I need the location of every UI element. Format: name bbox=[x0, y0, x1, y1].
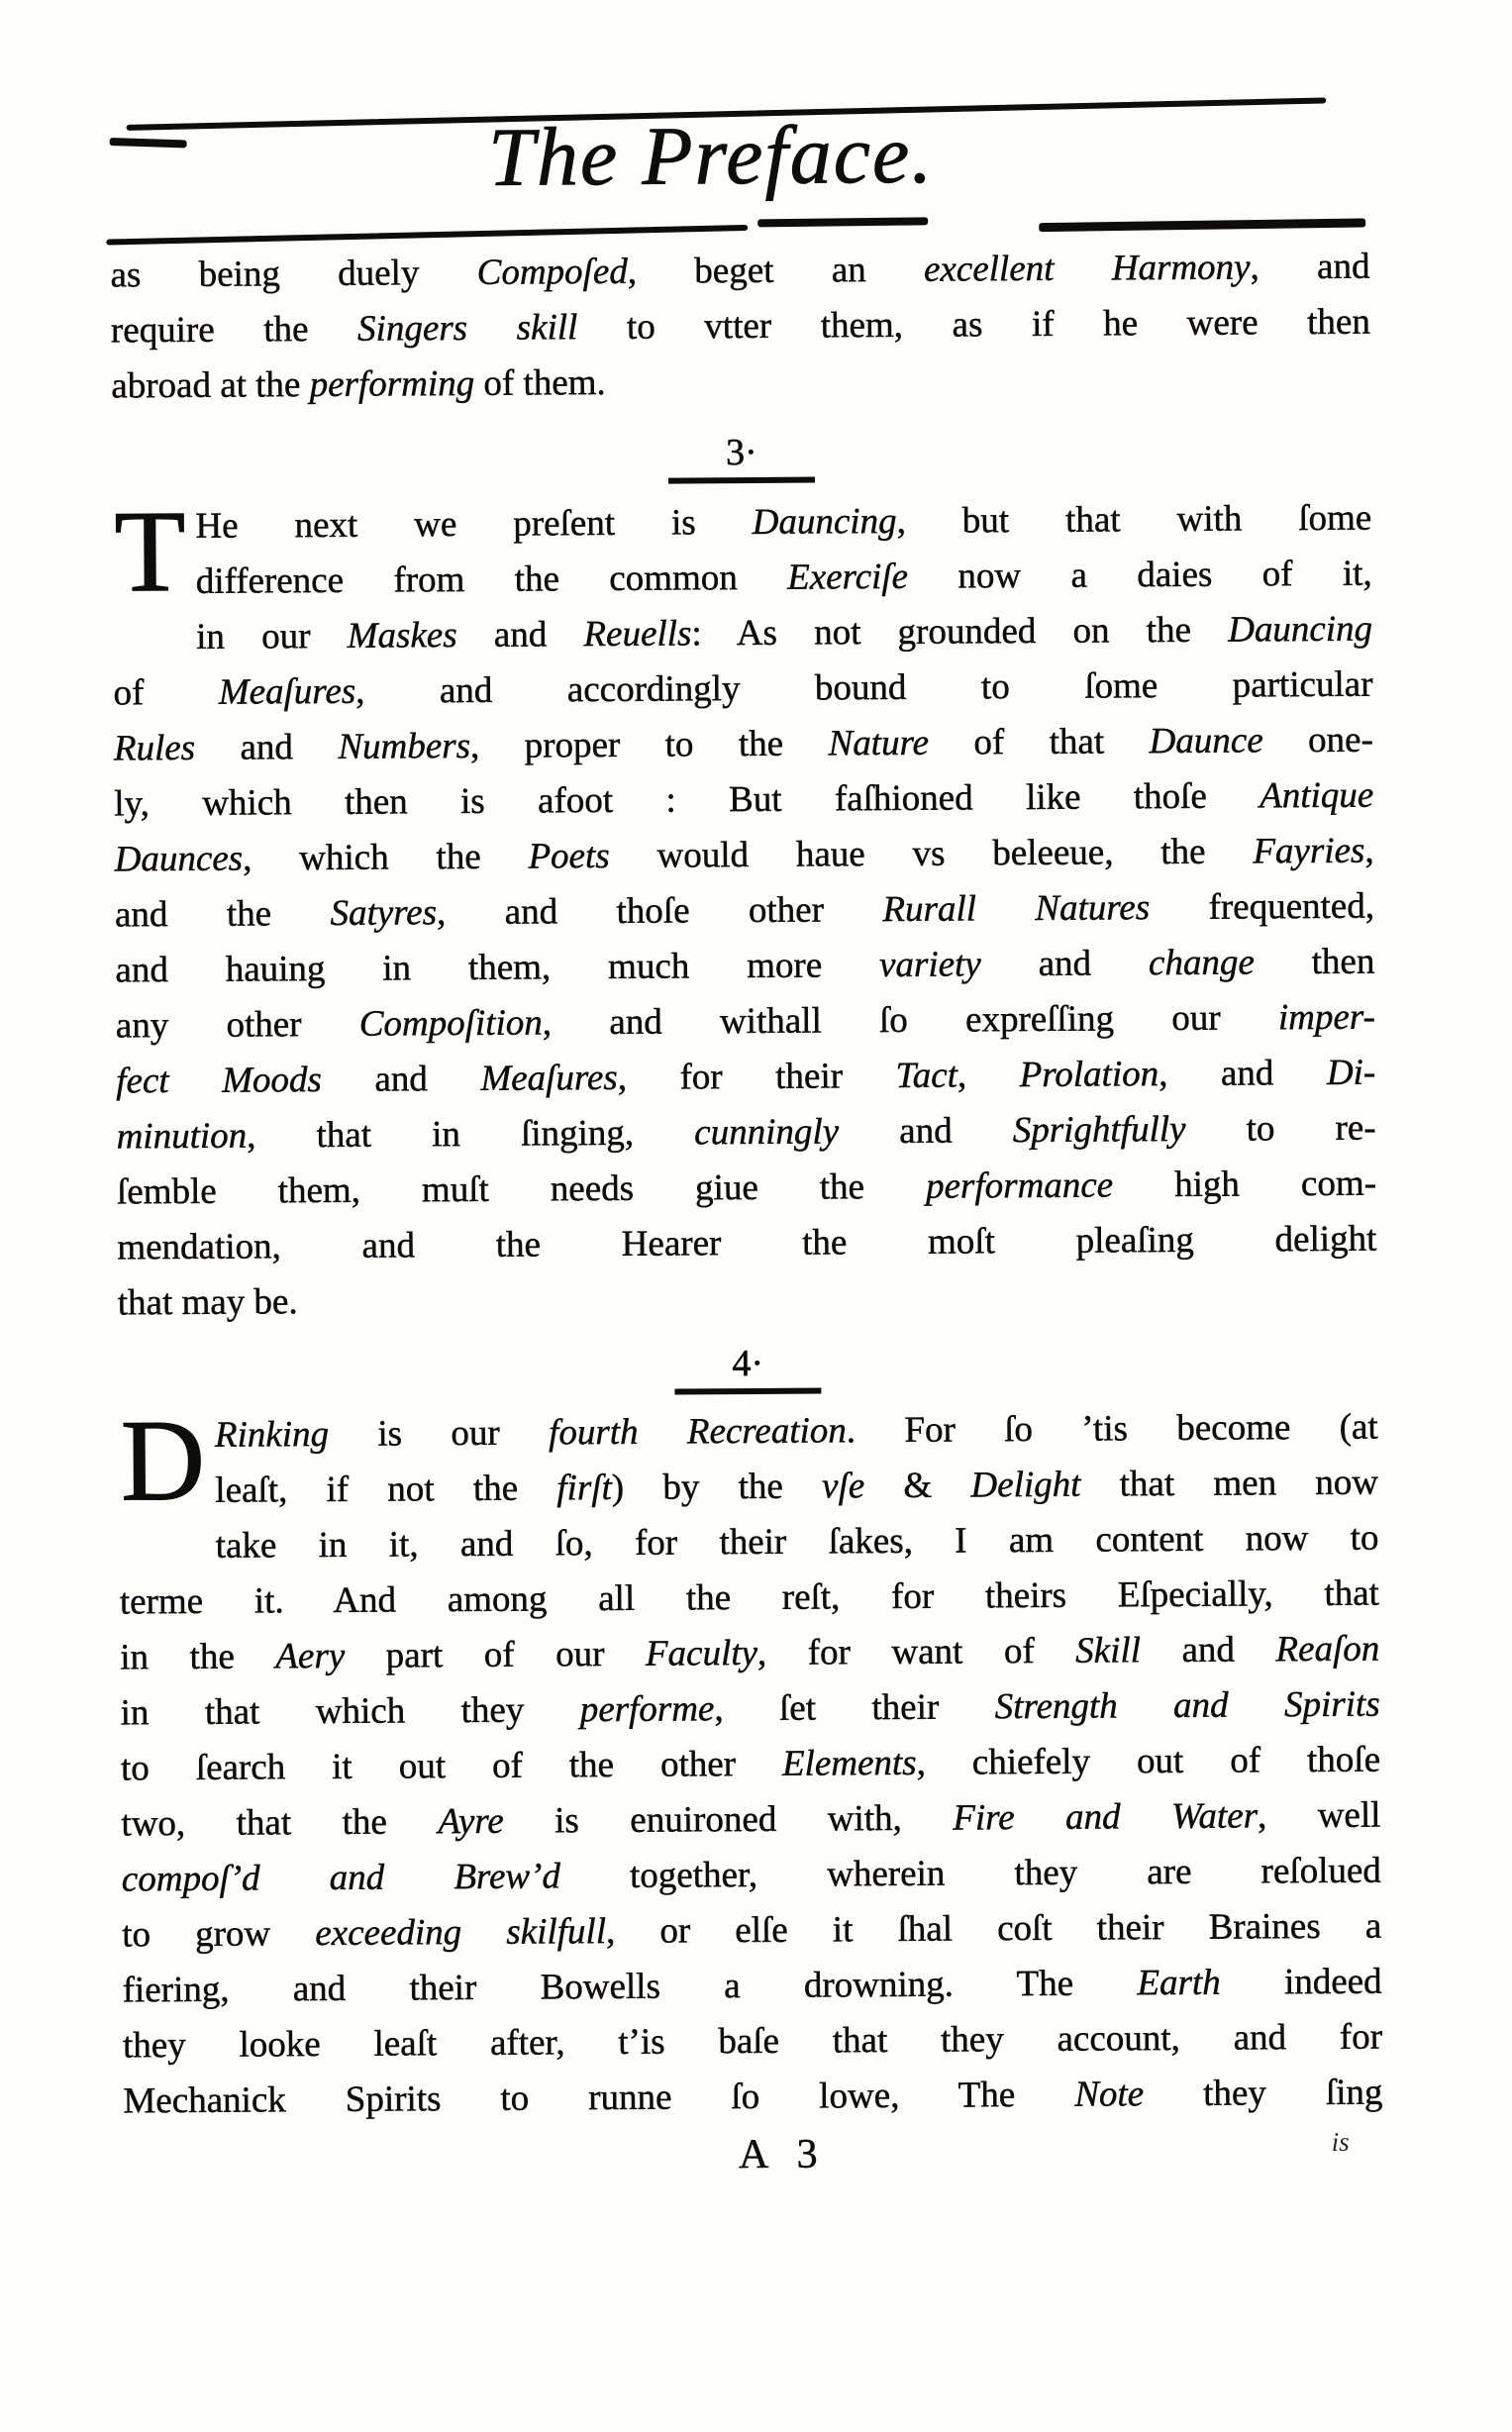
roman-text: high com- bbox=[1112, 1163, 1377, 1206]
italic-text: Aery bbox=[275, 1635, 346, 1677]
text-body bbox=[110, 240, 1383, 2189]
roman-text: then bbox=[1254, 941, 1375, 983]
text-line bbox=[116, 990, 1375, 1055]
drop-cap: T bbox=[114, 485, 187, 617]
page-title: The Preface. bbox=[487, 108, 935, 204]
roman-text: is our bbox=[328, 1412, 550, 1455]
italic-text: performance bbox=[925, 1165, 1114, 1207]
italic-text: Reaſon bbox=[1275, 1628, 1380, 1671]
roman-text: require the bbox=[110, 308, 358, 352]
roman-text: , and thoſe other bbox=[436, 889, 883, 934]
roman-text: indeed bbox=[1220, 1961, 1382, 2003]
paragraph bbox=[112, 485, 1377, 1332]
roman-text: and bbox=[321, 1058, 481, 1101]
italic-text: change bbox=[1148, 942, 1255, 984]
roman-text: in our bbox=[196, 615, 348, 658]
roman-text: in that which they bbox=[120, 1689, 580, 1734]
italic-text: performing bbox=[309, 362, 475, 406]
paragraph bbox=[119, 1394, 1383, 2130]
italic-text: Maskes bbox=[347, 615, 457, 657]
italic-text: Strength and Spirits bbox=[994, 1683, 1380, 1728]
roman-text: part of our bbox=[345, 1633, 647, 1676]
italic-text: Fire and Water bbox=[953, 1795, 1259, 1839]
text-line bbox=[120, 1567, 1379, 1631]
italic-text: Compoſed bbox=[476, 251, 628, 293]
text-line bbox=[121, 1788, 1380, 1853]
text-line bbox=[119, 1400, 1378, 1465]
roman-text: , bbox=[1364, 830, 1374, 871]
roman-text: and bbox=[838, 1110, 1013, 1153]
text-line bbox=[122, 1899, 1381, 1964]
roman-text: He next we preſent is bbox=[195, 501, 753, 547]
text-line bbox=[112, 491, 1371, 556]
text-line bbox=[116, 1101, 1375, 1165]
roman-text: to vtter them, as if he were then bbox=[577, 301, 1371, 349]
text-line bbox=[113, 547, 1372, 611]
italic-text: Dauncing bbox=[1227, 608, 1373, 651]
italic-text: Antique bbox=[1260, 774, 1374, 817]
roman-text: and the bbox=[114, 892, 331, 936]
italic-text: Compoſition bbox=[358, 1002, 543, 1045]
roman-text: , and accordingly bound to ſome particular bbox=[355, 663, 1373, 712]
roman-text: to grow bbox=[122, 1913, 316, 1956]
italic-text: exceeding skilfull bbox=[315, 1911, 607, 1955]
roman-text: they looke leaſt after, t’is baſe that they account, and for bbox=[122, 2016, 1383, 2067]
roman-text: , for want of bbox=[756, 1630, 1076, 1673]
text-line bbox=[116, 1046, 1375, 1110]
roman-text: and bbox=[194, 726, 339, 768]
italic-text: Sprightfully bbox=[1012, 1108, 1186, 1152]
text-line bbox=[114, 768, 1373, 833]
roman-text: together, wherein they are reſolued bbox=[559, 1850, 1381, 1897]
text-line bbox=[113, 658, 1372, 722]
italic-text: Daunces bbox=[114, 838, 244, 880]
italic-text: Satyres bbox=[330, 892, 438, 934]
roman-text: , that in ſinging, bbox=[247, 1112, 695, 1157]
roman-text: two, that the bbox=[121, 1801, 439, 1845]
roman-text: : As not grounded on the bbox=[691, 609, 1229, 655]
title-underrule-middle bbox=[757, 217, 928, 227]
roman-text: , chiefely out of thoſe bbox=[916, 1739, 1381, 1783]
italic-text: Earth bbox=[1137, 1962, 1221, 2004]
roman-text: , and withall ſo expreſſing our bbox=[542, 997, 1279, 1044]
roman-text: that men now bbox=[1080, 1462, 1379, 1505]
title-underrule-right bbox=[1039, 219, 1365, 233]
section-number: 3· bbox=[668, 430, 815, 484]
roman-text: to ſearch it out of the other bbox=[120, 1743, 783, 1789]
text-line bbox=[122, 1844, 1381, 1908]
roman-text: , bbox=[957, 1055, 1020, 1096]
roman-text: , but that with ſome bbox=[896, 497, 1372, 542]
signature-mark: A 3 bbox=[738, 2131, 828, 2179]
italic-text: Fayries bbox=[1253, 830, 1365, 872]
roman-text: difference from the common bbox=[195, 557, 788, 602]
text-line bbox=[122, 1955, 1381, 2019]
text-line bbox=[115, 935, 1374, 999]
text-line bbox=[111, 351, 1370, 415]
roman-text: and bbox=[980, 943, 1150, 985]
roman-text: that may be. bbox=[117, 1281, 298, 1324]
roman-text: fiering, and their Bowells a drowning. The bbox=[122, 1963, 1138, 2011]
roman-text: ſemble them, muſt needs giue the bbox=[116, 1165, 927, 1213]
italic-text: Note bbox=[1074, 2074, 1145, 2115]
italic-text: firſt bbox=[556, 1468, 612, 1509]
italic-text: Meaſures bbox=[218, 670, 356, 713]
italic-text: performe bbox=[579, 1688, 715, 1731]
text-line bbox=[119, 1511, 1378, 1575]
italic-text: vſe bbox=[821, 1466, 865, 1507]
text-line bbox=[117, 1212, 1376, 1276]
roman-text: , or elſe it ſhal coſt their Braines a bbox=[605, 1905, 1382, 1953]
text-line bbox=[115, 879, 1374, 944]
text-line bbox=[111, 295, 1370, 359]
italic-text: Skill bbox=[1075, 1630, 1142, 1672]
text-line bbox=[123, 2010, 1382, 2075]
roman-text: mendation, and the Hearer the moſt pleaſing delight bbox=[117, 1218, 1377, 1268]
roman-text: one- bbox=[1262, 719, 1373, 761]
italic-text: Rules bbox=[113, 727, 196, 769]
section-marker bbox=[112, 426, 1371, 488]
italic-text: fourth Recreation bbox=[548, 1410, 847, 1454]
roman-text: , which the bbox=[242, 836, 529, 879]
roman-text: , and bbox=[1158, 1052, 1328, 1095]
italic-text: Singers skill bbox=[356, 307, 578, 350]
roman-text: , ſet their bbox=[714, 1686, 995, 1730]
italic-text: Reuells bbox=[583, 613, 692, 656]
roman-text: , for their bbox=[617, 1055, 896, 1098]
roman-text: abroad at the bbox=[111, 364, 310, 407]
roman-text: , beget an bbox=[627, 249, 925, 292]
italic-text: Rurall Natures bbox=[882, 887, 1151, 931]
roman-text: , and bbox=[1250, 246, 1370, 288]
italic-text: fect Moods bbox=[116, 1060, 323, 1102]
footer-row bbox=[124, 2123, 1383, 2189]
italic-text: Daunce bbox=[1149, 720, 1263, 762]
title-row bbox=[109, 103, 1313, 210]
roman-text: terme it. And among all the reſt, for theirs Eſpecially, that bbox=[119, 1572, 1380, 1623]
roman-text: of that bbox=[928, 721, 1150, 763]
roman-text: , proper to the bbox=[469, 723, 829, 766]
text-line bbox=[120, 1622, 1379, 1686]
italic-text: cunningly bbox=[694, 1111, 840, 1154]
title-underrule-left bbox=[106, 225, 748, 246]
roman-text: now a daies of it, bbox=[907, 553, 1372, 597]
text-line bbox=[114, 824, 1373, 888]
roman-text: ly, which then is afoot : But faſhioned like thoſe bbox=[114, 775, 1260, 825]
roman-text: , well bbox=[1257, 1794, 1381, 1837]
paragraph bbox=[110, 240, 1370, 415]
roman-text: Mechanick Spirits to runne ſo lowe, The bbox=[123, 2074, 1075, 2122]
roman-text: as being duely bbox=[110, 252, 477, 296]
catchword: is bbox=[1331, 2126, 1350, 2157]
section-marker bbox=[118, 1337, 1377, 1399]
roman-text: is enuironed with, bbox=[503, 1797, 954, 1842]
roman-text: leaſt, if not the bbox=[215, 1468, 557, 1511]
text-line bbox=[114, 713, 1373, 777]
italic-text: Rinking bbox=[214, 1413, 330, 1456]
roman-text: frequented, bbox=[1150, 885, 1375, 929]
roman-text: take in it, and ſo, for their ſakes, I am content now to bbox=[215, 1517, 1379, 1567]
italic-text: Poets bbox=[528, 835, 610, 877]
text-line bbox=[121, 1733, 1380, 1797]
italic-text: Di- bbox=[1326, 1052, 1376, 1093]
italic-text: Faculty bbox=[645, 1632, 758, 1674]
italic-text: excellent Harmony bbox=[923, 247, 1251, 290]
roman-text: any other bbox=[115, 1003, 359, 1047]
roman-text: . For ſo ’tis become (at bbox=[846, 1406, 1378, 1452]
italic-text: Prolation bbox=[1019, 1054, 1159, 1096]
italic-text: compoſ’d and Brew’d bbox=[121, 1856, 561, 1900]
roman-text: they ſing bbox=[1143, 2072, 1383, 2115]
text-line bbox=[123, 2066, 1382, 2130]
italic-text: Tact bbox=[895, 1055, 958, 1096]
roman-text: and hauing in them, much more bbox=[115, 945, 880, 991]
italic-text: variety bbox=[878, 944, 981, 986]
roman-text: in the bbox=[120, 1636, 276, 1678]
roman-text: and bbox=[456, 614, 584, 657]
section-number: 4· bbox=[674, 1341, 821, 1395]
italic-text: Numbers bbox=[338, 725, 471, 767]
roman-text: of them. bbox=[474, 362, 606, 404]
roman-text: to re- bbox=[1185, 1107, 1376, 1150]
text-line bbox=[119, 1456, 1378, 1520]
text-line bbox=[113, 602, 1372, 666]
roman-text: ) by the bbox=[611, 1466, 823, 1508]
italic-text: imper- bbox=[1277, 996, 1375, 1039]
italic-text: Exerciſe bbox=[787, 556, 909, 598]
drop-cap: D bbox=[120, 1394, 206, 1526]
roman-text: & bbox=[864, 1465, 971, 1507]
italic-text: minution bbox=[116, 1115, 248, 1158]
roman-text: would haue vs beleeue, the bbox=[609, 831, 1254, 876]
text-line bbox=[117, 1157, 1376, 1221]
italic-text: Delight bbox=[970, 1464, 1081, 1506]
roman-text: and bbox=[1140, 1629, 1276, 1672]
italic-text: Dauncing bbox=[752, 500, 897, 543]
italic-text: Meaſures bbox=[480, 1057, 618, 1099]
italic-text: Ayre bbox=[438, 1800, 504, 1843]
text-line bbox=[120, 1677, 1379, 1742]
text-line bbox=[118, 1267, 1377, 1332]
text-line bbox=[110, 240, 1369, 304]
roman-text: of bbox=[113, 671, 219, 714]
italic-text: Nature bbox=[828, 722, 930, 764]
italic-text: Elements bbox=[781, 1742, 917, 1784]
